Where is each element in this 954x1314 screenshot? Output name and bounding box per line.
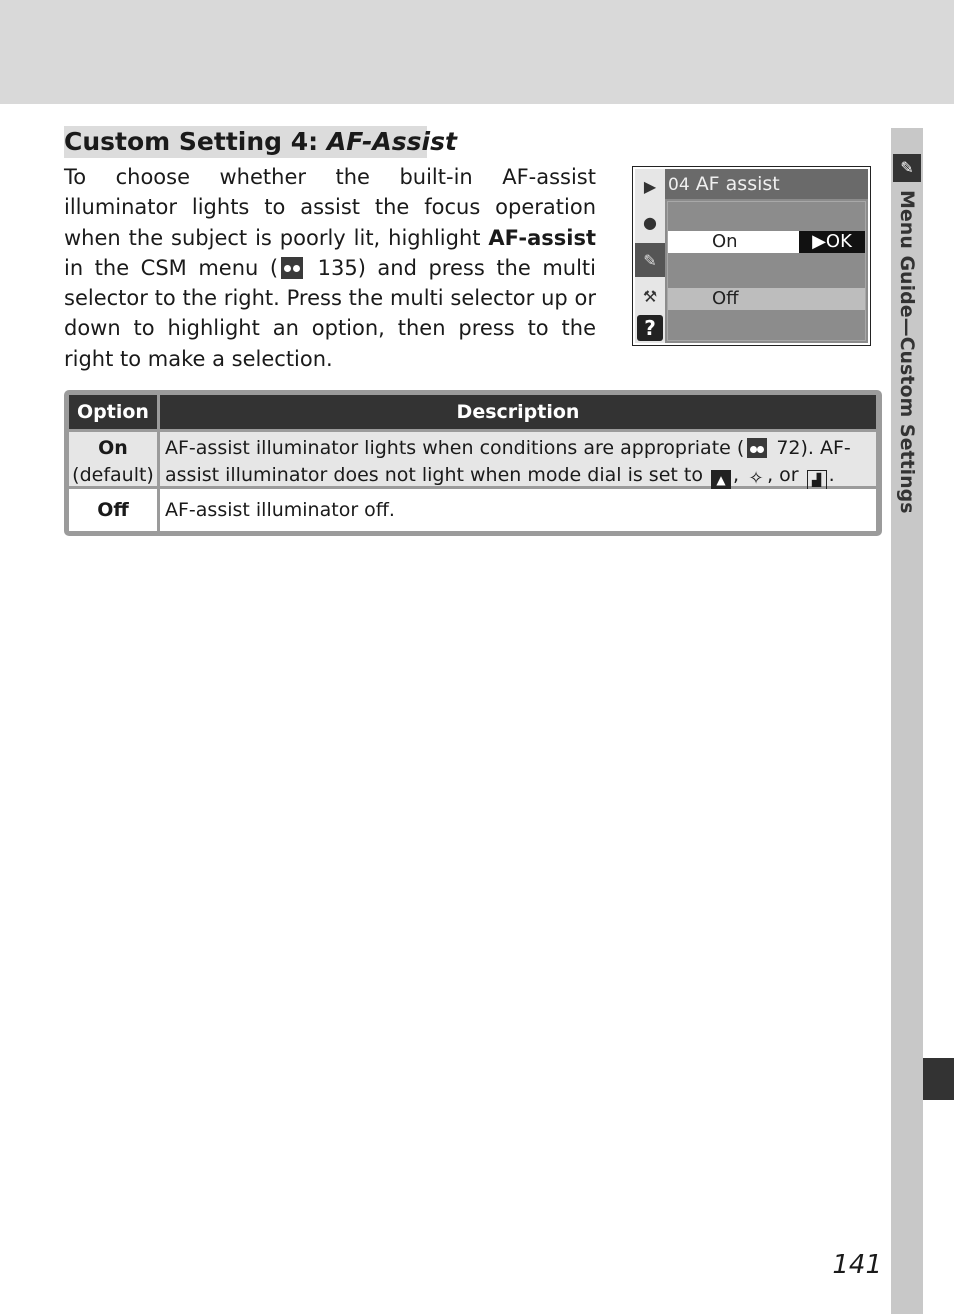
page-reference-icon — [281, 257, 303, 279]
landscape-mode-icon: ▲ — [711, 470, 731, 490]
option-on-label: On — [98, 437, 128, 459]
shooting-menu-icon: ● — [643, 212, 657, 232]
lcd-menu-title-text: AF assist — [695, 173, 780, 195]
lcd-menu-title — [665, 169, 868, 199]
page-number: 141 — [832, 1250, 882, 1280]
custom-settings-pencil-icon: ✎ — [893, 154, 921, 182]
intro-text-2: in the CSM menu ( — [64, 255, 279, 280]
setup-wrench-icon: ⚒ — [642, 286, 658, 306]
intro-paragraph — [64, 162, 596, 374]
option-on-default: (default) — [72, 464, 154, 486]
lcd-inner — [635, 169, 868, 343]
table-header-option: Option — [69, 395, 157, 429]
on-desc-separator-1: , — [733, 464, 746, 486]
lcd-option-off-label: Off — [712, 288, 739, 309]
page-reference-icon — [747, 438, 767, 458]
table-row-off-description: AF-assist illuminator off. — [160, 489, 876, 531]
options-table — [64, 390, 882, 536]
lcd-menu-number: 04 — [668, 175, 690, 195]
heading-italic: AF-Assist — [326, 127, 457, 156]
playback-menu-icon: ▶ — [643, 176, 657, 196]
lcd-option-on-label: On — [712, 231, 738, 252]
on-desc-text-1: AF-assist illuminator lights when conditions are appropriate ( — [165, 437, 745, 459]
night-landscape-mode-icon: ▟ — [807, 470, 827, 490]
on-desc-text-2: 72). AF-assist illuminator does not light when mode dial is set to — [165, 437, 851, 486]
sports-mode-icon: ✧ — [748, 468, 764, 489]
sidebar-thumb-tab — [923, 1058, 954, 1100]
lcd-option-off — [668, 288, 865, 310]
table-header-description: Description — [160, 395, 876, 429]
on-desc-end: . — [828, 464, 835, 486]
table-row-on-description — [160, 432, 876, 489]
lcd-option-on — [668, 231, 865, 253]
heading-prefix: Custom Setting 4: — [64, 127, 327, 156]
custom-settings-pencil-icon: ✎ — [635, 243, 665, 277]
top-band — [0, 0, 954, 104]
on-desc-separator-2: , or — [767, 464, 805, 486]
help-icon: ? — [637, 315, 663, 341]
sidebar-section-label: Menu Guide—Custom Settings — [896, 190, 918, 514]
lcd-menu-tabs — [635, 169, 665, 343]
option-off-label: Off — [97, 499, 129, 521]
table-row-off-option — [69, 489, 157, 531]
table-row-on-option — [69, 432, 157, 486]
lcd-options-panel — [667, 201, 866, 341]
intro-bold: AF-assist — [488, 225, 596, 250]
camera-lcd-screen — [632, 166, 871, 346]
intro-text-1: To choose whether the built-in AF-assist illuminator lights to assist the focus operation when the subject is poorly lit, highlight — [64, 165, 596, 250]
lcd-ok-indicator: ▶OK — [799, 231, 865, 253]
section-heading — [64, 126, 457, 158]
intro-text-3: 135) and press the multi selector to the right. Press the multi selector up or down to highlight an option, then press to the right to make a selection. — [64, 255, 596, 371]
